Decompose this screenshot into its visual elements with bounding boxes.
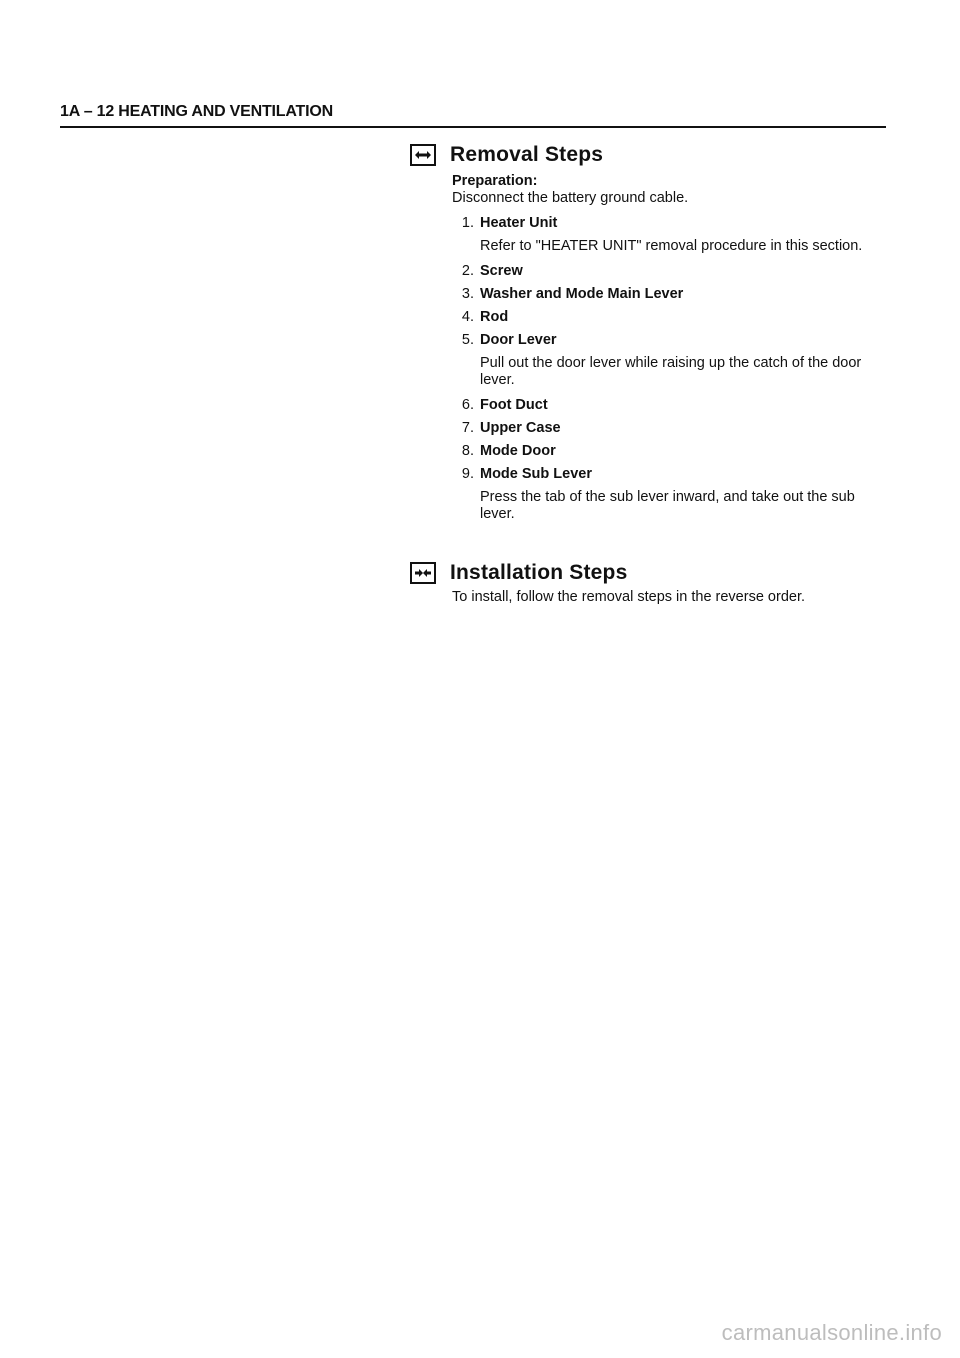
installation-title: Installation Steps (450, 561, 628, 584)
list-item (452, 332, 890, 349)
step-note: Pull out the door lever while raising up the catch of the door lever. (480, 355, 862, 388)
installation-heading (410, 561, 890, 585)
removal-arrows-icon (410, 144, 436, 166)
list-item (452, 443, 890, 460)
step-number: 7. (461, 420, 474, 436)
step-number: 3. (461, 286, 474, 302)
list-item (452, 466, 890, 483)
list-item (452, 263, 890, 280)
step-title: Washer and Mode Main Lever (480, 286, 684, 302)
preparation-label: Preparation: (452, 173, 538, 189)
step-title: Screw (480, 263, 523, 279)
step-title: Heater Unit (480, 215, 558, 231)
step-number: 2. (461, 263, 474, 279)
installation-body (452, 589, 890, 606)
watermark: carmanualsonline.info (721, 1320, 942, 1345)
installation-text: To install, follow the removal steps in the reverse order. (452, 589, 805, 605)
header-rule (60, 126, 886, 128)
removal-body (452, 173, 890, 523)
page-header: 1A – 12 HEATING AND VENTILATION (60, 103, 333, 120)
step-title: Upper Case (480, 420, 561, 436)
step-number: 6. (461, 397, 474, 413)
step-title: Rod (480, 309, 509, 325)
step-note: Press the tab of the sub lever inward, and take out the sub lever. (480, 489, 855, 522)
removal-title: Removal Steps (450, 143, 604, 166)
list-item (452, 286, 890, 303)
step-title: Door Lever (480, 332, 557, 348)
list-item (452, 309, 890, 326)
installation-arrows-icon (410, 562, 436, 584)
step-number: 8. (461, 443, 474, 459)
step-title: Foot Duct (480, 397, 548, 413)
list-item (452, 215, 890, 232)
preparation-text: Disconnect the battery ground cable. (452, 190, 689, 206)
step-title: Mode Sub Lever (480, 466, 592, 482)
installation-section (410, 561, 890, 606)
step-number: 4. (461, 309, 474, 325)
removal-section (410, 143, 890, 531)
step-number: 5. (461, 332, 474, 348)
step-number: 1. (461, 215, 474, 231)
step-number: 9. (461, 466, 474, 482)
removal-steps-list (452, 215, 890, 523)
list-item (452, 420, 890, 437)
step-title: Mode Door (480, 443, 556, 459)
step-note: Refer to "HEATER UNIT" removal procedure in this section. (480, 238, 863, 254)
removal-heading (410, 143, 890, 167)
list-item (452, 397, 890, 414)
